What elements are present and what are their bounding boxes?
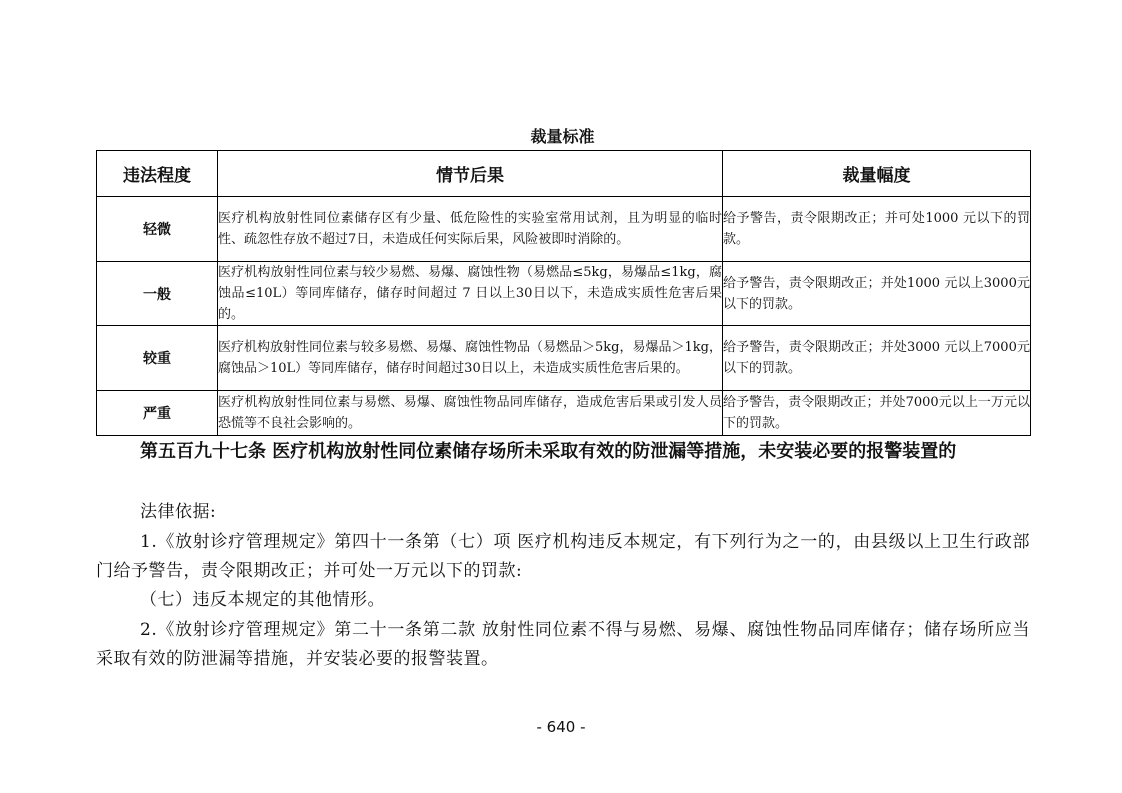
table-row	[97, 326, 1031, 391]
row-consequence: 医疗机构放射性同位素与较少易燃、易爆、腐蚀性物（易燃品≤5kg，易爆品≤1kg，腐蚀品≤10L）等同库储存，储存时间超过 7 日以上30日以下，未造成实质性危害后果的。	[218, 262, 723, 326]
table-row	[97, 262, 1031, 326]
legal-basis-label: 法律依据:	[140, 502, 217, 522]
row-penalty: 给予警告，责令限期改正；并可处1000 元以下的罚款。	[723, 197, 1031, 262]
row-level: 一般	[97, 262, 218, 326]
table-row	[97, 197, 1031, 262]
table-title: 裁量标准	[530, 127, 595, 146]
row-penalty: 给予警告，责令限期改正；并处1000 元以上3000元以下的罚款。	[723, 262, 1031, 326]
table-row	[97, 391, 1031, 436]
page-number: - 640 -	[536, 718, 586, 736]
header-consequence: 情节后果	[218, 151, 723, 197]
legal-basis-item-1-sub: （七）违反本规定的其他情形。	[140, 590, 385, 610]
row-level: 轻微	[97, 197, 218, 262]
header-level: 违法程度	[97, 151, 218, 197]
row-penalty: 给予警告，责令限期改正；并处3000 元以上7000元以下的罚款。	[723, 326, 1031, 391]
row-consequence: 医疗机构放射性同位素与较多易燃、易爆、腐蚀性物品（易燃品＞5kg，易爆品＞1kg，腐蚀品＞10L）等同库储存，储存时间超过30日以上，未造成实质性危害后果的。	[218, 326, 723, 391]
row-consequence: 医疗机构放射性同位素储存区有少量、低危险性的实验室常用试剂，且为明显的临时性、疏忽性存放不超过7日，未造成任何实际后果，风险被即时消除的。	[218, 197, 723, 262]
row-level: 较重	[97, 326, 218, 391]
discretion-standard-table	[96, 150, 1031, 436]
row-level: 严重	[97, 391, 218, 436]
article-heading: 第五百九十七条 医疗机构放射性同位素储存场所未采取有效的防泄漏等措施，未安装必要的报警装置的	[140, 441, 957, 462]
header-penalty: 裁量幅度	[723, 151, 1031, 197]
legal-basis-item-2: 2.《放射诊疗管理规定》第二十一条第二款 放射性同位素不得与易燃、易爆、腐蚀性物品同库储存；储存场所应当采取有效的防泄漏等措施，并安装必要的报警装置。	[96, 620, 1030, 669]
row-consequence: 医疗机构放射性同位素与易燃、易爆、腐蚀性物品同库储存，造成危害后果或引发人员恐慌等不良社会影响的。	[218, 391, 723, 436]
row-penalty: 给予警告，责令限期改正；并处7000元以上一万元以下的罚款。	[723, 391, 1031, 436]
table-header-row	[97, 151, 1031, 197]
legal-basis-item-1: 1.《放射诊疗管理规定》第四十一条第（七）项 医疗机构违反本规定，有下列行为之一的，由县级以上卫生行政部门给予警告，责令限期改正；并可处一万元以下的罚款:	[96, 532, 1030, 581]
